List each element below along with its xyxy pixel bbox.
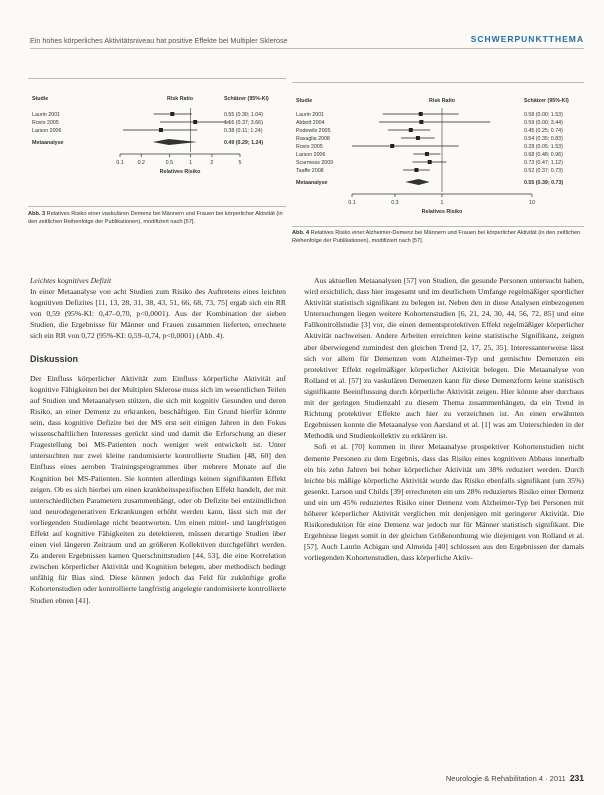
x-axis-label: Relatives Risiko (159, 169, 201, 175)
col-header-study: Studie (296, 98, 313, 104)
study-label: Abbott 2004 (296, 120, 325, 126)
x-tick-label: 1 (440, 200, 444, 206)
x-axis-label: Relatives Risiko (421, 209, 463, 215)
point-estimate (419, 112, 423, 116)
point-estimate (416, 136, 420, 140)
x-tick-label: 5 (238, 160, 242, 166)
point-estimate (419, 120, 423, 124)
estimate-label: 0.28 (0.05; 1.53) (524, 144, 563, 150)
x-tick-label: 0.5 (165, 160, 174, 166)
study-label: Laurin 2001 (296, 112, 324, 118)
running-title: Ein hohes körperliches Aktivitätsniveau hat positive Effekte bei Multipler Sklerose (30, 36, 288, 45)
header-rule (30, 48, 584, 49)
page-number: 231 (569, 773, 584, 783)
col-header-risk-ratio: Risk Ratio (167, 96, 193, 102)
figure-3-caption-text: Relatives Risiko einer vaskulären Demenz bei Männern und Frauen bei körperlicher Aktivität (in den zeitlichen Reihenfolge der Publikationen), modifiziert nach [57]. (28, 211, 283, 225)
figure-3-forest-plot (28, 92, 286, 202)
meta-analysis-label: Metaanalyse (296, 180, 328, 186)
point-estimate (425, 152, 429, 156)
figure-4-bottom-rule (292, 226, 584, 227)
point-estimate (170, 112, 174, 116)
study-label: Larson 2006 (32, 128, 62, 134)
right-column (304, 275, 584, 563)
point-estimate (414, 168, 418, 172)
figure-3-caption (28, 211, 286, 227)
study-label: Laurin 2001 (32, 112, 60, 118)
study-label: Taaffe 2008 (296, 168, 324, 174)
right-paragraph-1: Aus aktuellen Metaanalysen [57] von Studien, die gesunde Personen untersucht haben, wird ersichtlich, dass hier insgesamt und im deutlichem Umfange regelmäßiger sportlicher Aktivität statistisch signifikant zu belegen ist. Neben den in diese Analysen einbezogenen Untersuchungen liegen weitere Kohortenstudien [6, 21, 24, 30, 44, 56, 72, 85] und eine Fallkontrollstudie [3] vor, die einen dementsprotektiven Effekt regelmäßiger körperlicher Aktivität nachweisen. Andere Arbeiten erreichten keine statistische Signifikanz, zeigten aber überwiegend zumindest den gleichen Trend [2, 17, 25, 35]. Interessanterweise lässt sich vor allem für Demenzen vom Alzheimer-Typ und gemischte Demenzen ein protektiver Effekt regelmäßiger körperlicher Aktivität belegen. Die Metaanalyse von Rolland et al. [57] zu vaskulären Demenzen kann für diese Demenzform keine statistisch signifikante Beeinflussung durch körperliche Aktivität zeigen. Hier könnte aber durchaus mit der geringen Studienzahl zu diesem Thema zusammenhängen, da ein Trend in Richtung protektiver Effekte auch hier zu verzeichnen ist. An einen erwähnten Ergebnissen konnte die Metaanalyse von Aarsland et al. [1] was am Unterschieden in der Methodik und Studienkollektiv zu erklären ist. (304, 276, 584, 441)
right-paragraph-2: Sofi et al. [70] kommen in ihrer Metaanalyse prospektiver Kohortenstudien nicht demente Personen zu dem Ergebnis, dass das Risiko eines kognitiven Abbaus innerhalb ein bis zehn Jahren bei hoher körperlicher Aktivität um 38% reduziert werden. Durch leichte bis mäßige körperliche Aktivität wurde das Risiko ebenfalls signifikant (um 35%) gesenkt. Larson und Childs [39] errechneten ein um 28% reduziertes Risiko einer Demenz und ein um 45% reduziertes Risiko einer Demenz vom Alzheimer-Typ bei Personen mit höherer körperlicher Aktivität verglichen mit denjenigen mit geringerer Aktivität. Die Risikoreduktion für eine Demenz war jedoch nur für Männer statistisch signifikant. Die Ergebnisse liegen somit in der gleichen Größenordnung wie diejenigen von Rolland et al. [57]. Auch Laurin Achigan und Almeida [40] schlossen aus den Ergebnissen der damals vorliegenden Kohortenstudien, dass körperliche Aktiv- (304, 442, 584, 563)
figure-4-caption-text: Relatives Risiko einer Alzheimer-Demenz bei Männern und Frauen bei körperlicher Aktivität (in den zeitlichen Reihenfolge der Publikationen), modifiziert nach [57]. (292, 230, 581, 244)
left-column (30, 275, 286, 606)
meta-analysis-label: Metaanalyse (32, 140, 64, 146)
col-header-risk-ratio: Risk Ratio (429, 98, 455, 104)
figure-3-bottom-rule (28, 206, 286, 207)
figure-4 (292, 82, 584, 260)
point-estimate (193, 120, 197, 124)
estimate-label: 0.68 (0.48; 0.96) (524, 152, 563, 158)
figure-4-caption-label: Abb. 4 (292, 230, 310, 236)
meta-analysis-estimate: 0.55 (0.39; 0.73) (524, 180, 564, 186)
estimate-label: 0.52 (0.37; 0.73) (524, 168, 563, 174)
x-tick-label: 0.1 (116, 160, 124, 166)
x-tick-label: 0.2 (137, 160, 145, 166)
left-paragraph-1: In einer Metaanalyse von acht Studien zum Risiko des Auftretens eines leichten kognitiven Defizites [11, 13, 28, 31, 38, 43, 51, 66, 68, 73, 75] ergab sich ein RR von 0,59 (95%-KI: 0,47–0,70, p<0,0001). Aus der Kombination der sieben Studien, die Ergebnisse für Männer und Frauen zusammen lieferten, errechnete sich ein RR von 0,72 (95%-KI: 0,59–0,74, p<0,0001) (Abb. 4). (30, 287, 286, 341)
point-estimate (390, 144, 394, 148)
x-tick-label: 10 (529, 200, 535, 206)
section-tag: SCHWERPUNKTTHEMA (470, 34, 584, 44)
figure-3 (28, 78, 286, 248)
journal-name: Neurologie & Rehabilitation 4 · 2011 (445, 774, 566, 783)
point-estimate (409, 128, 413, 132)
estimate-label: 0.38 (0.11; 1.24) (224, 128, 263, 134)
meta-analysis-diamond (405, 179, 430, 185)
col-header-study: Studie (32, 96, 49, 102)
x-tick-label: 0.1 (348, 200, 356, 206)
x-tick-label: 1 (189, 160, 193, 166)
study-label: Podewils 2005 (296, 128, 331, 134)
estimate-label: 0.58 (0.00; 1.53) (524, 112, 563, 118)
study-label: Scarmeas 2009 (296, 160, 334, 166)
estimate-label: 0.54 (0.35; 0.83) (524, 136, 563, 142)
meta-analysis-estimate: 0.49 (0.29; 1.24) (224, 140, 264, 146)
estimate-label: 0.59 (0.00; 3.44) (524, 120, 563, 126)
left-paragraph-2: Der Einfluss körperlicher Aktivität zum Einfluss körperliche Aktivität auf kognitive Fähigkeiten bei der Multiplen Sklerose muss sich im wesentlichen Teilen auf Studien und Metaanalysen stützen, die sich mit kognitiv Gesunden und deren Risiko, an einer Demenz zu erkranken, beschäftigen. Ein Grund hierfür könnte sein, dass kognitive Defizite bei der MS erst seit einigen Jahren in den Fokus wissenschaftlichen Interesses gerückt sind und damit die Erforschung an dieser Fragestellung bei MS-Patienten noch weniger weit entwickelt ist. Unter untersuchten nur zwei kleine randomisierte kontrollierte Studien [48, 60] den Einfluss eines aeroben Trainingsprogrammes über mehrere Monate auf die Kognition bei MS-Patienten. Sie konnten allerdings keinen signifikanten Effekt zeigen. Ob es sich hierbei um einen krankheitsspezifischen Effekt handelt, der mit unterschiedlichen Parametern zusammenhängt, oder ob Defizite bei entzündlichen und neurodegenerativen Erkrankungen erhöht werden kann, lässt sich mit der vorliegenden Studienlage nicht beantworten. Um einen mittel- und langfristigen Effekt auf kognitive Fähigkeiten zu detektieren, müssen derartige Studien über einen viel längeren Zeitraum und an größeren Kollektiven durchgeführt werden. Zu anderen Ergebnissen kamen Querschnittstudien [44, 53], die eine Korrelation zwischen körperlicher Aktivität und Kognition belegen, aber methodisch bedingt unfähig für Bias sind. Diese können jedoch das Feld für zukünftige große Kohortenstudien oder kontrollierte langfristig angelegte randomisierte kontrollierte Studien ebnen [41]. (30, 373, 286, 605)
study-label: Larson 2006 (296, 152, 326, 158)
x-tick-label: 0.3 (391, 200, 399, 206)
point-estimate (428, 160, 432, 164)
study-label: Rovio 2005 (32, 120, 59, 126)
point-estimate (159, 128, 163, 132)
page-footer (446, 773, 584, 783)
subheading-mci: Leichtes kognitives Defizit (30, 276, 112, 285)
figure-4-caption (292, 230, 584, 246)
figure-4-forest-plot (292, 94, 584, 224)
figure-4-top-rule (292, 82, 584, 83)
heading-diskussion: Diskussion (30, 353, 79, 364)
estimate-label: 0.73 (0.47; 1.12) (524, 160, 563, 166)
figure-3-caption-label: Abb. 3 (28, 211, 46, 217)
study-label: Rovio 2005 (296, 144, 323, 150)
col-header-estimate: Schätzer (95%-KI) (224, 96, 269, 102)
x-tick-label: 2 (210, 160, 214, 166)
figure-3-top-rule (28, 78, 286, 79)
col-header-estimate: Schätzer (95%-KI) (524, 98, 569, 104)
estimate-label: 1.16 (0.37; 3.66) (224, 120, 263, 126)
estimate-label: 0.45 (0.25; 0.74) (524, 128, 563, 134)
study-label: Ravaglia 2008 (296, 136, 330, 142)
estimate-label: 0.55 (0.30; 1.04) (224, 112, 263, 118)
